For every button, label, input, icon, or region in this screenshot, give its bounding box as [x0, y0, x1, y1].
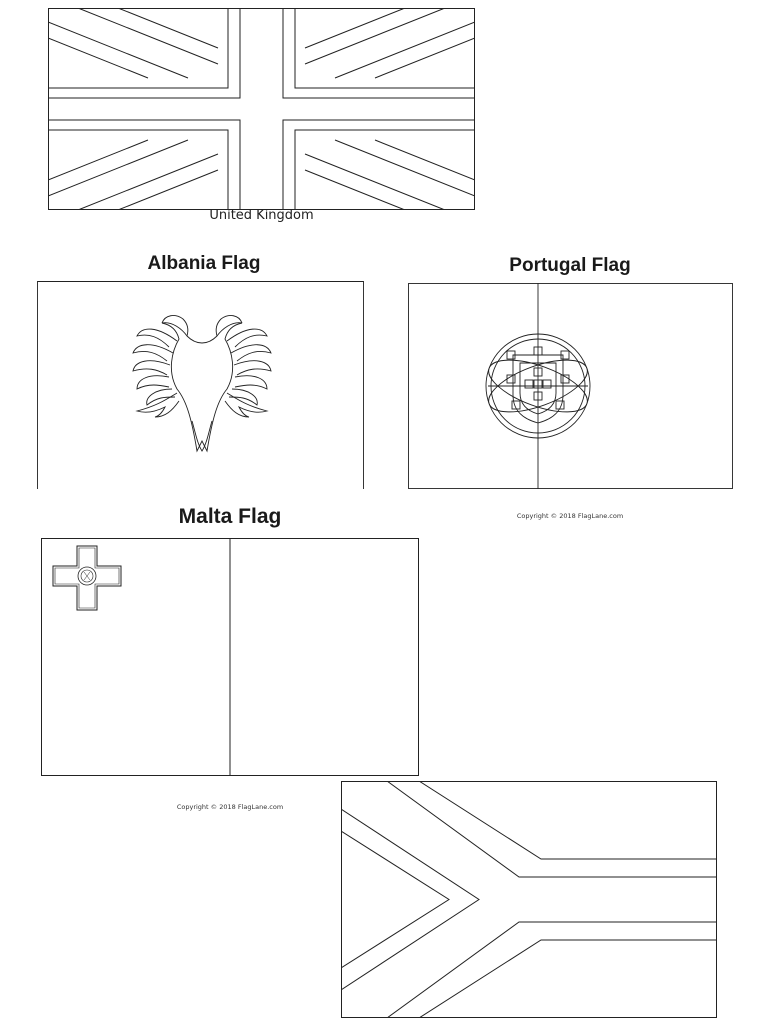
malta-flag-outline	[41, 538, 419, 776]
portugal-flag	[408, 283, 733, 489]
malta-flag	[41, 538, 419, 776]
albania-flag	[37, 281, 364, 489]
south-africa-flag-outline	[341, 781, 717, 1018]
uk-flag-caption: United Kingdom	[209, 208, 314, 223]
albania-flag-title: Albania Flag	[147, 253, 261, 274]
portugal-coat-of-arms-outline	[408, 283, 733, 489]
albania-eagle-outline	[37, 281, 364, 489]
uk-flag-outline	[48, 8, 475, 210]
south-africa-flag	[341, 781, 717, 1018]
malta-copyright: Copyright © 2018 FlagLane.com	[176, 803, 284, 811]
malta-flag-title: Malta Flag	[178, 505, 282, 528]
portugal-flag-title: Portugal Flag	[509, 255, 631, 276]
uk-flag	[48, 8, 475, 210]
portugal-copyright: Copyright © 2018 FlagLane.com	[516, 512, 624, 520]
